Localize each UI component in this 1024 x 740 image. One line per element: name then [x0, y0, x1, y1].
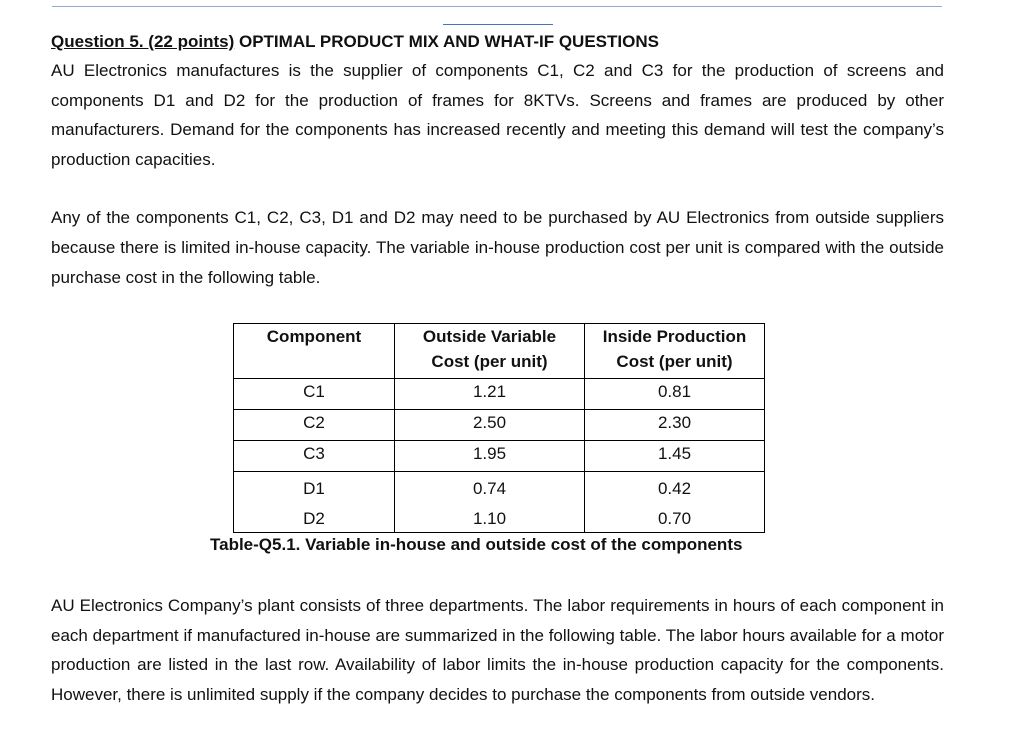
cell-component: D1 — [234, 472, 395, 507]
paragraph-departments: AU Electronics Company’s plant consists of three departments. The labor requirements in hours of each component in each department if manufactured in-house are summarized in the following table. The labor hours available for a motor production are listed in the last row. Availability of labor limits the in-house production capacity for the components. However, there is unlimited supply if the company decides to purchase the components from outside vendors. — [51, 596, 944, 704]
cell-component: D2 — [234, 506, 395, 533]
header-component: Component — [234, 324, 395, 379]
cell-component: C3 — [234, 441, 395, 472]
cell-component: C1 — [234, 379, 395, 410]
table-row — [234, 506, 765, 533]
question-label: Question 5. (22 points) — [51, 32, 235, 51]
cell-inside: 1.45 — [585, 441, 765, 472]
header-accent-line — [443, 24, 553, 25]
table-row — [234, 410, 765, 441]
cell-component: C2 — [234, 410, 395, 441]
table-header-row — [234, 324, 765, 379]
document-body — [51, 30, 944, 292]
cell-outside: 2.50 — [395, 410, 585, 441]
question-title: OPTIMAL PRODUCT MIX AND WHAT-IF QUESTIONS — [238, 32, 659, 51]
table-row — [234, 441, 765, 472]
cost-table-container — [233, 323, 765, 533]
paragraph-intro: AU Electronics manufactures is the supplier of components C1, C2 and C3 for the production of screens and components D1 and D2 for the production of frames for 8KTVs. Screens and frames are produced by other manufacturers. Demand for the components has increased recently and meeting this demand will test the company’s production capacities. — [51, 61, 944, 169]
cost-table — [233, 323, 765, 533]
cell-outside: 1.21 — [395, 379, 585, 410]
paragraph-purchase: Any of the components C1, C2, C3, D1 and D2 may need to be purchased by AU Electronics from outside suppliers because there is limited in-house capacity. The variable in-house production cost per unit is compared with the outside purchase cost in the following table. — [51, 208, 944, 287]
cell-inside: 0.70 — [585, 506, 765, 533]
table-caption: Table-Q5.1. Variable in-house and outside cost of the components — [210, 535, 743, 554]
cell-inside: 2.30 — [585, 410, 765, 441]
cell-outside: 0.74 — [395, 472, 585, 507]
document-body-continued — [51, 591, 944, 709]
top-divider — [52, 6, 942, 7]
question-heading — [51, 30, 944, 54]
cell-inside: 0.81 — [585, 379, 765, 410]
cell-outside: 1.10 — [395, 506, 585, 533]
table-row — [234, 472, 765, 507]
header-outside-cost: Outside Variable Cost (per unit) — [395, 324, 585, 379]
header-inside-cost: Inside Production Cost (per unit) — [585, 324, 765, 379]
cell-inside: 0.42 — [585, 472, 765, 507]
table-row — [234, 379, 765, 410]
cell-outside: 1.95 — [395, 441, 585, 472]
